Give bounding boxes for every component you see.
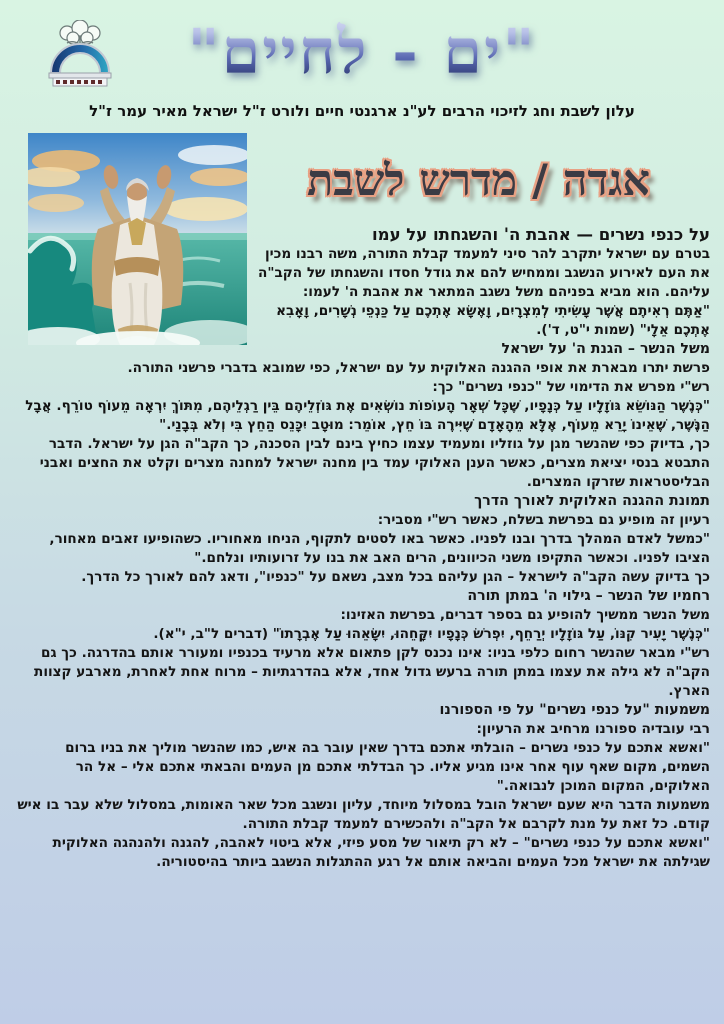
page-title: "ים - לחיים" (0, 0, 724, 100)
paragraph-body: בטרם עם ישראל יתקרב להר סיני למעמד קבלת התורה, משה רבנו מכין את העם לאירוע הנשגב וממחיש להם את גודל חסדו והשגחתו של הקב"ה עליהם. הוא מביא בפניהם משל נשגב המתאר את אהבת ה' לעמו: (258, 246, 710, 300)
paragraph-quote: "ואשא אתכם על כנפי נשרים – הובלתי אתכם בדרך שאין עובר בה איש, כמו שהנשר מוליך את בניו ברום השמים, מקום שאף עוף אחר אינו מגיע אליו. כך הבדלתי אתכם מן העמים והבאתי אתכם אלי – אל הר האלוקים, המקום המוכן לנבואה." (65, 740, 710, 794)
paragraph-body: רש"י מבאר שהנשר רחום כלפי בניו: אינו נכנס לקן פתאום אלא מרעיד בכנפיו ומעורר אותם בהדרגה. כך גם הקב"ה לא גילה את עצמו במתן תורה ברעש גדול אחד, אלא בהדרגתיות – מרוח אחת לאחרת, מארבע קצוות הארץ. (34, 645, 710, 699)
article (0, 132, 724, 872)
paragraph-subheading: משמעות "על כנפי נשרים" על פי הספורנו (439, 702, 710, 718)
paragraph-body: רבי עובדיה ספורנו מרחיב את הרעיון: (476, 721, 710, 737)
paragraph-body: משל הנשר ממשיך להופיע גם בספר דברים, בפרשת האזינו: (340, 607, 710, 623)
paragraph-body: כך בדיוק עשה הקב"ה לישראל – הגן עליהם בכל מצב, נשאם על "כנפיו", ודאג להם לאורך כל הדרך. (81, 569, 710, 585)
paragraph-quote: "אַתֶּם רְאִיתֶם אֲשֶׁר עָשִׂיתִי לְמִצְרָיִם, וָאֶשָּׂא אֶתְכֶם עַל כַּנְפֵי נְשָׁרִים, וָאָבִא אֶתְכֶם אֵלָי" (שמות י"ט, ד'). (276, 303, 710, 338)
paragraph-body: רש"י מפרש את הדימוי של "כנפי נשרים" כך: (432, 379, 710, 395)
paragraph-quote: "כמשל לאדם המהלך בדרך ובנו לפניו. כאשר באו לסטים לתקוף, הניחו מאחוריו. כשהופיעו זאבים מאחור, הציבו לפניו. וכאשר התקיפו משני הכיוונים, הרים האב את בנו על זרועותיו ונלחם." (49, 531, 710, 566)
paragraph-body: רעיון זה מופיע גם בפרשת בשלח, כאשר רש"י מסביר: (377, 512, 710, 528)
paragraph-subheading: תמונת ההגנה האלוקית לאורך הדרך (474, 493, 710, 509)
paragraph-body: פרשת יתרו מבארת את אופי ההגנה האלוקית על עם ישראל, כפי שמובא בדברי פרשני התורה. (127, 360, 710, 376)
paragraph-subheading: רחמיו של הנשר – גילוי ה' במתן תורה (467, 588, 710, 604)
section-title: אגדה / מדרש לשבת (306, 156, 651, 206)
header (0, 0, 724, 132)
paragraph-body: כך, בדיוק כפי שהנשר מגן על גוזליו ומעמיד עצמו כחיץ בינם לבין הסכנה, כך הקב"ה הגן על ישראל. הדבר התבטא בנסי יציאת מצרים, כאשר הענן האלוקי עמד בין מחנה ישראל למחנה מצרים וקלט את החצים ואבני הבליסטראות שזרקו המצרים. (39, 436, 710, 490)
moses-sea-illustration (28, 133, 247, 345)
paragraph-quote: "כְּנֶשֶׁר יָעִיר קִנּוֹ, עַל גּוֹזָלָיו יְרַחֵף, יִפְרֹשׂ כְּנָפָיו יִקָּחֵהוּ, יִשָּׂאֵהוּ עַל אֶבְרָתוֹ" (דברים ל"ב, י"א). (153, 626, 710, 642)
paragraph-body: משמעות הדבר היא שעם ישראל הובל במסלול מיוחד, עליון ונשגב מכל שאר האומות, במסלול שלא עבר בו איש קודם. כל זאת על מנת לקרבם אל הקב"ה ולהכשירם למעמד קבלת התורה. (17, 797, 710, 832)
paragraph-heading: על כנפי נשרים — אהבת ה' והשגחתו על עמו (371, 225, 710, 244)
paragraph-subheading: משל הנשר – הגנת ה' על ישראל (501, 341, 710, 357)
paragraph-body: "ואשא אתכם על כנפי נשרים" – לא רק תיאור של מסע פיזי, אלא ביטוי לאהבה, להגנה ולהנהגה האלוקית שגילתה את ישראל מכל העמים והביאה אותם אל רגע ההתגלות הנשגב ביותר בהיסטוריה. (52, 835, 710, 870)
paragraph-quote: "כְּנֶשֶׁר הַנּוֹשֵׂא גּוֹזָלָיו עַל כְּנָפָיו, שֶׁכָּל שְׁאָר הָעוֹפוֹת נוֹשְׂאִים אֶת גּוֹזְלֵיהֶם בֵּין רַגְלֵיהֶם, מִתּוֹךְ יִרְאָה מֵעוֹף טוֹרֵף. אֲבָל הַנֶּשֶׁר, שֶׁאֵינוֹ יָרֵא מֵעוֹף, אֶלָּא מֵהָאָדָם שֶׁיִּירֶה בּוֹ חֵץ, אוֹמֵר: מוּטָב יִכָּנֵס הַחֵץ בִּי וְלֹא בְּבָנַי." (25, 398, 710, 433)
dedication-subtitle: עלון לשבת וחג לזיכוי הרבים לע"נ ארגנטי חיים ולורט ז"ל ישראל מאיר עמר ז"ל (89, 102, 635, 120)
